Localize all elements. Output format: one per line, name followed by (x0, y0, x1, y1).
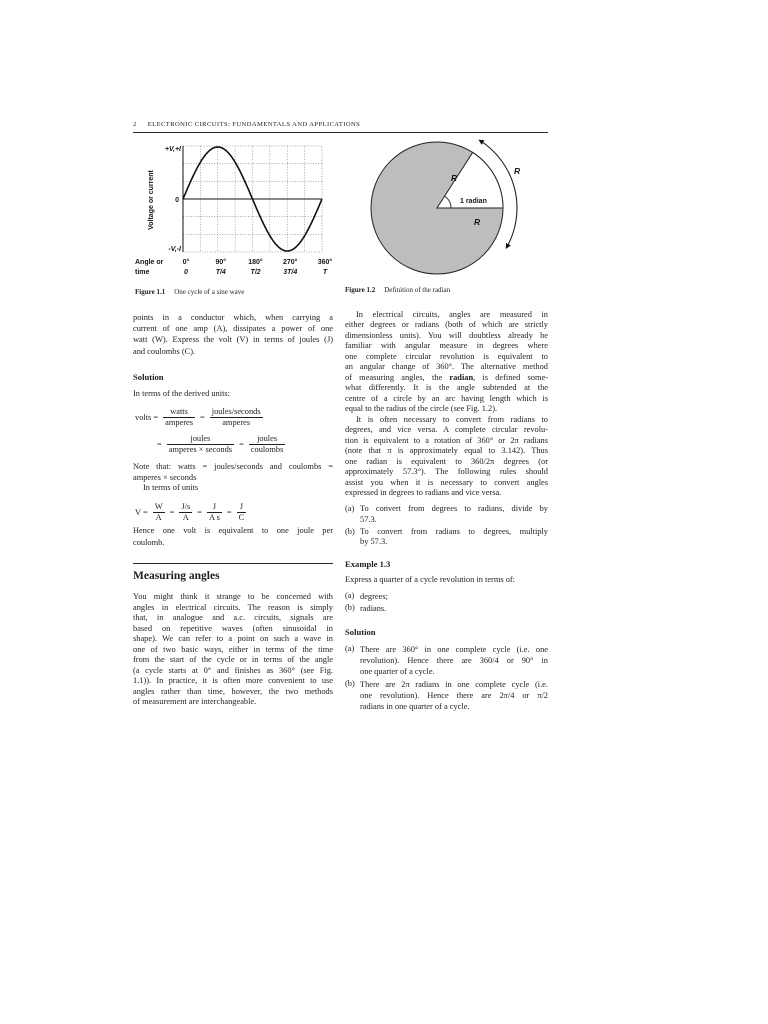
text-line: To convert from radians to degrees, multiply (360, 526, 548, 536)
list-item (345, 527, 548, 549)
equation-symbol: = (239, 439, 244, 449)
list-item-text (360, 603, 548, 614)
radian-paragraph (345, 310, 548, 414)
text-line: There are 360° in one complete cycle (i.e. one (360, 645, 548, 654)
text-line: degrees; (360, 592, 388, 601)
text-line: angles in electrical circuits. The reason is simply (133, 602, 333, 612)
text-line: 1.1)). In practice, it is often more convenient to use (133, 676, 333, 685)
text-line: an angular change of 360°. The alternative method (345, 362, 548, 372)
list-item-text (360, 591, 548, 602)
bold-term: radian (449, 372, 474, 382)
list-item-label: (a) (345, 644, 355, 653)
text-line: centre of a circle by an arc having length which is (345, 393, 548, 403)
equation-volts-coulombs (155, 431, 288, 457)
text-line: Note that: watts = joules/seconds and coulombs = (133, 462, 333, 471)
solution-heading-right: Solution (345, 627, 376, 637)
angle-label: 1 radian (460, 198, 487, 205)
time-tick-label: T/2 (250, 269, 261, 276)
running-title: ELECTRONIC CIRCUITS: FUNDAMENTALS AND APPLICATIONS (147, 121, 361, 128)
equation-volts-units (133, 499, 249, 525)
caption-label: Figure 1.2 (345, 286, 376, 294)
conversion-rules-list (345, 504, 548, 548)
text-line: (note that π is approximately equal to 3.142). Thus (345, 446, 548, 456)
figure-1-2-caption (345, 286, 450, 295)
section-heading: Measuring angles (133, 570, 220, 582)
text-line: There are 2π radians in one complete cycle (i.e. (360, 679, 548, 689)
denominator: amperes × seconds (168, 444, 233, 454)
list-item-label: (b) (345, 678, 355, 688)
denominator: amperes (222, 417, 251, 427)
numerator: W (154, 501, 163, 511)
row-label-angle: Angle or (135, 259, 164, 266)
solution-heading-left: Solution (133, 372, 164, 382)
text-line: by 57.3. (360, 537, 388, 547)
section-rule (133, 563, 333, 564)
text-run: of measuring angles, the (345, 372, 450, 382)
conclusion-paragraph (133, 525, 333, 548)
conversion-paragraph (345, 415, 548, 499)
text-line: 57.3. (360, 514, 377, 524)
equation-volts-derived (133, 404, 266, 430)
list-item (345, 644, 548, 678)
text-line: of measurement are interchangeable. (133, 697, 257, 706)
list-item-text (360, 679, 548, 713)
text-line: It is often necessary to convert from radians to (356, 415, 548, 424)
numerator: J (207, 502, 222, 513)
text-line: one of two basic ways, either in terms of the time (133, 644, 333, 654)
numerator: joules/seconds (211, 406, 261, 416)
list-item (345, 679, 548, 713)
list-item-label: (a) (345, 504, 355, 513)
numerator: watts (163, 407, 195, 418)
numerator: J (237, 502, 247, 513)
text-line (345, 373, 548, 383)
caption-text: Definition of the radian (384, 286, 451, 294)
list-item-label: (b) (345, 603, 355, 612)
denominator: C (238, 512, 245, 522)
numerator: joules (167, 434, 234, 445)
equation-symbol: = (157, 439, 162, 449)
list-item (345, 591, 548, 602)
example-prompt: Express a quarter of a cycle revolution in terms of: (345, 575, 515, 584)
text-line: shape). We can refer to a point on such a wave in (133, 634, 333, 643)
equation-symbol: volts = (135, 412, 159, 422)
angle-tick-label: 180° (248, 259, 263, 266)
text-line: degrees, and vice versa. A complete circular revolu- (345, 425, 548, 435)
y-tick-positive: +V,+I (164, 146, 181, 153)
figure-1-1-sine-wave (130, 138, 342, 280)
solution-list (345, 644, 548, 712)
list-item (345, 504, 548, 526)
fraction (179, 502, 192, 523)
figure-1-2-radian-diagram (362, 132, 548, 287)
text-line: based on repetitive waves (often sinusoidal in (133, 623, 333, 633)
text-line: approximately 57.3°). The following rules should (345, 467, 548, 477)
denominator: A (155, 512, 162, 522)
equation-symbol: V = (135, 507, 148, 517)
note-paragraph (133, 461, 333, 483)
time-tick-label: T/4 (215, 269, 226, 276)
equation-symbol: = (169, 507, 175, 517)
angle-tick-label: 0° (182, 259, 190, 266)
denominator: coulombs (250, 444, 284, 454)
radius-label-upper: R (451, 173, 458, 183)
text-line: (a cycle starts at 0° and finishes as 360° (see Fig. (133, 665, 333, 675)
fraction (167, 434, 234, 455)
text-line: To convert from degrees to radians, divide by (360, 504, 548, 513)
text-line: In electrical circuits, angles are measured in (356, 310, 548, 319)
text-line: one complete circular revolution is equivalent to (345, 351, 548, 361)
text-line: assist you when it is necessary to convert angles (345, 477, 548, 487)
list-item-label: (a) (345, 591, 355, 600)
arc-length-label: R (514, 166, 521, 176)
equation-symbol: = (226, 507, 232, 517)
text-run: , is defined some- (473, 372, 548, 382)
list-item-text (360, 527, 548, 549)
text-line: either degrees or radians (both of which are strictly (345, 320, 548, 330)
text-line: Hence one volt is equivalent to one joule per (133, 526, 333, 535)
y-axis-title: Voltage or current (148, 170, 155, 230)
text-line: what differently. It is the angle subtended at the (345, 383, 548, 393)
list-item-label: (b) (345, 526, 355, 536)
time-tick-label: T (322, 269, 328, 276)
numerator: J/s (181, 501, 191, 511)
fraction (237, 502, 247, 523)
text-line: equal to the radius of the circle (see Fig. 1.2). (345, 403, 498, 413)
running-header (133, 120, 360, 129)
caption-label: Figure 1.1 (135, 288, 166, 296)
text-line: one quarter of a cycle. (360, 667, 435, 677)
text-line: angles rather than time, however, the two methods (133, 686, 333, 696)
caption-text: One cycle of a sine wave (174, 288, 245, 296)
text-line: watt (W). Express the volt (V) in terms of joules (J) (133, 335, 333, 345)
denominator: A (182, 512, 189, 522)
text-line: familiar with angular measure in degrees where (345, 341, 548, 351)
numerator: joules (249, 434, 286, 445)
radius-label-lower: R (474, 217, 481, 227)
fraction (207, 502, 222, 523)
text-line: radians in one quarter of a cycle. (360, 701, 470, 711)
text-line: one radian is equivalent to 360/2π degrees (or (345, 456, 548, 466)
text-line: that, in analogue and a.c. circuits, signals are (133, 613, 333, 622)
denominator: amperes (165, 417, 194, 427)
text-line: one revolution). Hence there are 2π/4 or π/2 (360, 690, 548, 700)
equation-symbol: = (197, 507, 202, 517)
example-heading: Example 1.3 (345, 559, 391, 569)
x-tick-labels (183, 258, 333, 276)
fraction (210, 407, 263, 428)
text-line: points in a conductor which, when carrying a (133, 313, 333, 322)
list-item-text (360, 504, 548, 526)
page-number: 2 (133, 121, 137, 128)
angle-tick-label: 90° (215, 259, 227, 266)
text-line: revolution). Hence there are 360/4 or 90° in (360, 656, 548, 666)
text-line: dimensionless units). You will doubtless already be (345, 330, 548, 340)
equation-symbol: = (200, 412, 205, 422)
time-tick-label: 0 (184, 269, 188, 276)
figure-1-1-caption (135, 288, 244, 297)
list-item (345, 603, 548, 614)
text-line: from the start of the cycle or in terms of the angle (133, 655, 333, 664)
time-tick-label: 3T/4 (283, 269, 298, 276)
text-line: You might think it strange to be concerned with (133, 592, 333, 601)
row-label-time: time (135, 269, 150, 276)
text-line: and coulombs (C). (133, 346, 196, 356)
derived-units-intro: In terms of the derived units: (133, 389, 230, 398)
angle-tick-label: 360° (317, 259, 333, 266)
units-intro: In terms of units (143, 483, 199, 492)
y-tick-zero: 0 (175, 197, 179, 204)
fraction (249, 434, 286, 455)
text-line: tion is equivalent to a rotation of 360° or 2π radians (345, 435, 548, 445)
denominator: A s (208, 512, 220, 522)
text-line: radians. (360, 604, 387, 613)
intro-paragraph (133, 312, 333, 357)
fraction (163, 407, 195, 428)
text-line: amperes × seconds (133, 473, 197, 482)
list-item-text (360, 644, 548, 678)
measuring-angles-paragraph (133, 592, 333, 708)
text-line: expressed in degrees to radians and vice versa. (345, 488, 502, 498)
text-line: current of one amp (A), dissipates a power of one (133, 324, 333, 334)
example-options-list (345, 591, 548, 614)
angle-tick-label: 270° (283, 259, 298, 266)
fraction (153, 502, 165, 523)
y-tick-negative: -V,-I (168, 246, 181, 253)
text-line: coulomb. (133, 537, 165, 547)
